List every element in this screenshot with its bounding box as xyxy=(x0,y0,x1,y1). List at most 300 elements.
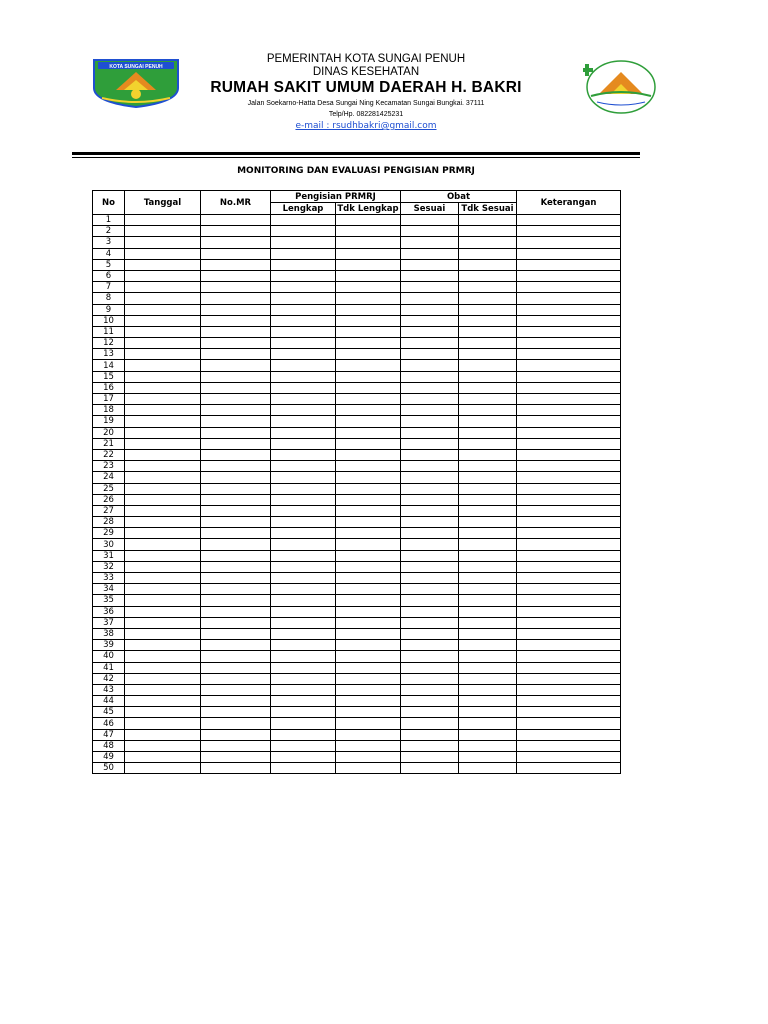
tanggal-cell[interactable] xyxy=(125,315,201,326)
lengkap-cell[interactable] xyxy=(271,662,336,673)
tdk-lengkap-cell[interactable] xyxy=(336,673,401,684)
tanggal-cell[interactable] xyxy=(125,628,201,639)
tdk-sesuai-cell[interactable] xyxy=(459,293,517,304)
lengkap-cell[interactable] xyxy=(271,550,336,561)
tanggal-cell[interactable] xyxy=(125,517,201,528)
sesuai-cell[interactable] xyxy=(401,315,459,326)
tanggal-cell[interactable] xyxy=(125,461,201,472)
no-mr-cell[interactable] xyxy=(201,259,271,270)
keterangan-cell[interactable] xyxy=(517,584,621,595)
tdk-lengkap-cell[interactable] xyxy=(336,550,401,561)
tanggal-cell[interactable] xyxy=(125,528,201,539)
no-mr-cell[interactable] xyxy=(201,673,271,684)
lengkap-cell[interactable] xyxy=(271,651,336,662)
lengkap-cell[interactable] xyxy=(271,438,336,449)
no-mr-cell[interactable] xyxy=(201,494,271,505)
no-mr-cell[interactable] xyxy=(201,270,271,281)
tanggal-cell[interactable] xyxy=(125,394,201,405)
sesuai-cell[interactable] xyxy=(401,259,459,270)
lengkap-cell[interactable] xyxy=(271,315,336,326)
tdk-lengkap-cell[interactable] xyxy=(336,304,401,315)
keterangan-cell[interactable] xyxy=(517,640,621,651)
tdk-lengkap-cell[interactable] xyxy=(336,449,401,460)
sesuai-cell[interactable] xyxy=(401,338,459,349)
tdk-lengkap-cell[interactable] xyxy=(336,729,401,740)
no-mr-cell[interactable] xyxy=(201,405,271,416)
tdk-sesuai-cell[interactable] xyxy=(459,438,517,449)
tdk-sesuai-cell[interactable] xyxy=(459,315,517,326)
tanggal-cell[interactable] xyxy=(125,494,201,505)
sesuai-cell[interactable] xyxy=(401,729,459,740)
sesuai-cell[interactable] xyxy=(401,707,459,718)
tanggal-cell[interactable] xyxy=(125,483,201,494)
lengkap-cell[interactable] xyxy=(271,405,336,416)
tanggal-cell[interactable] xyxy=(125,673,201,684)
tdk-lengkap-cell[interactable] xyxy=(336,640,401,651)
tanggal-cell[interactable] xyxy=(125,595,201,606)
sesuai-cell[interactable] xyxy=(401,282,459,293)
keterangan-cell[interactable] xyxy=(517,394,621,405)
sesuai-cell[interactable] xyxy=(401,349,459,360)
no-mr-cell[interactable] xyxy=(201,707,271,718)
lengkap-cell[interactable] xyxy=(271,494,336,505)
keterangan-cell[interactable] xyxy=(517,763,621,774)
tdk-lengkap-cell[interactable] xyxy=(336,259,401,270)
tdk-sesuai-cell[interactable] xyxy=(459,282,517,293)
keterangan-cell[interactable] xyxy=(517,416,621,427)
keterangan-cell[interactable] xyxy=(517,651,621,662)
keterangan-cell[interactable] xyxy=(517,617,621,628)
tdk-sesuai-cell[interactable] xyxy=(459,494,517,505)
lengkap-cell[interactable] xyxy=(271,561,336,572)
no-mr-cell[interactable] xyxy=(201,248,271,259)
lengkap-cell[interactable] xyxy=(271,517,336,528)
tdk-sesuai-cell[interactable] xyxy=(459,684,517,695)
keterangan-cell[interactable] xyxy=(517,315,621,326)
no-mr-cell[interactable] xyxy=(201,595,271,606)
tdk-lengkap-cell[interactable] xyxy=(336,763,401,774)
tdk-sesuai-cell[interactable] xyxy=(459,505,517,516)
keterangan-cell[interactable] xyxy=(517,405,621,416)
tdk-lengkap-cell[interactable] xyxy=(336,472,401,483)
tdk-lengkap-cell[interactable] xyxy=(336,573,401,584)
tdk-lengkap-cell[interactable] xyxy=(336,617,401,628)
lengkap-cell[interactable] xyxy=(271,215,336,226)
sesuai-cell[interactable] xyxy=(401,405,459,416)
tdk-lengkap-cell[interactable] xyxy=(336,707,401,718)
tanggal-cell[interactable] xyxy=(125,763,201,774)
tdk-sesuai-cell[interactable] xyxy=(459,394,517,405)
tanggal-cell[interactable] xyxy=(125,259,201,270)
lengkap-cell[interactable] xyxy=(271,349,336,360)
tdk-lengkap-cell[interactable] xyxy=(336,215,401,226)
keterangan-cell[interactable] xyxy=(517,662,621,673)
keterangan-cell[interactable] xyxy=(517,449,621,460)
sesuai-cell[interactable] xyxy=(401,427,459,438)
tdk-sesuai-cell[interactable] xyxy=(459,382,517,393)
tanggal-cell[interactable] xyxy=(125,215,201,226)
lengkap-cell[interactable] xyxy=(271,360,336,371)
sesuai-cell[interactable] xyxy=(401,595,459,606)
no-mr-cell[interactable] xyxy=(201,539,271,550)
keterangan-cell[interactable] xyxy=(517,382,621,393)
sesuai-cell[interactable] xyxy=(401,539,459,550)
sesuai-cell[interactable] xyxy=(401,449,459,460)
lengkap-cell[interactable] xyxy=(271,237,336,248)
lengkap-cell[interactable] xyxy=(271,382,336,393)
lengkap-cell[interactable] xyxy=(271,729,336,740)
keterangan-cell[interactable] xyxy=(517,539,621,550)
keterangan-cell[interactable] xyxy=(517,729,621,740)
sesuai-cell[interactable] xyxy=(401,461,459,472)
tdk-sesuai-cell[interactable] xyxy=(459,483,517,494)
keterangan-cell[interactable] xyxy=(517,270,621,281)
tanggal-cell[interactable] xyxy=(125,371,201,382)
no-mr-cell[interactable] xyxy=(201,293,271,304)
no-mr-cell[interactable] xyxy=(201,752,271,763)
keterangan-cell[interactable] xyxy=(517,338,621,349)
lengkap-cell[interactable] xyxy=(271,718,336,729)
no-mr-cell[interactable] xyxy=(201,449,271,460)
keterangan-cell[interactable] xyxy=(517,215,621,226)
lengkap-cell[interactable] xyxy=(271,394,336,405)
sesuai-cell[interactable] xyxy=(401,584,459,595)
keterangan-cell[interactable] xyxy=(517,718,621,729)
tanggal-cell[interactable] xyxy=(125,382,201,393)
tdk-lengkap-cell[interactable] xyxy=(336,315,401,326)
keterangan-cell[interactable] xyxy=(517,226,621,237)
tdk-lengkap-cell[interactable] xyxy=(336,651,401,662)
tanggal-cell[interactable] xyxy=(125,696,201,707)
no-mr-cell[interactable] xyxy=(201,416,271,427)
sesuai-cell[interactable] xyxy=(401,628,459,639)
sesuai-cell[interactable] xyxy=(401,494,459,505)
keterangan-cell[interactable] xyxy=(517,696,621,707)
tdk-sesuai-cell[interactable] xyxy=(459,584,517,595)
lengkap-cell[interactable] xyxy=(271,584,336,595)
lengkap-cell[interactable] xyxy=(271,226,336,237)
no-mr-cell[interactable] xyxy=(201,427,271,438)
lengkap-cell[interactable] xyxy=(271,673,336,684)
lengkap-cell[interactable] xyxy=(271,259,336,270)
tdk-lengkap-cell[interactable] xyxy=(336,628,401,639)
tdk-sesuai-cell[interactable] xyxy=(459,640,517,651)
lengkap-cell[interactable] xyxy=(271,282,336,293)
keterangan-cell[interactable] xyxy=(517,371,621,382)
tdk-lengkap-cell[interactable] xyxy=(336,517,401,528)
no-mr-cell[interactable] xyxy=(201,438,271,449)
no-mr-cell[interactable] xyxy=(201,226,271,237)
tdk-sesuai-cell[interactable] xyxy=(459,517,517,528)
no-mr-cell[interactable] xyxy=(201,282,271,293)
lengkap-cell[interactable] xyxy=(271,449,336,460)
tanggal-cell[interactable] xyxy=(125,438,201,449)
keterangan-cell[interactable] xyxy=(517,483,621,494)
no-mr-cell[interactable] xyxy=(201,472,271,483)
no-mr-cell[interactable] xyxy=(201,606,271,617)
tdk-sesuai-cell[interactable] xyxy=(459,696,517,707)
sesuai-cell[interactable] xyxy=(401,483,459,494)
tdk-lengkap-cell[interactable] xyxy=(336,740,401,751)
keterangan-cell[interactable] xyxy=(517,237,621,248)
lengkap-cell[interactable] xyxy=(271,740,336,751)
lengkap-cell[interactable] xyxy=(271,640,336,651)
no-mr-cell[interactable] xyxy=(201,326,271,337)
tanggal-cell[interactable] xyxy=(125,651,201,662)
tdk-lengkap-cell[interactable] xyxy=(336,561,401,572)
tdk-sesuai-cell[interactable] xyxy=(459,360,517,371)
tanggal-cell[interactable] xyxy=(125,752,201,763)
lengkap-cell[interactable] xyxy=(271,763,336,774)
tdk-lengkap-cell[interactable] xyxy=(336,326,401,337)
keterangan-cell[interactable] xyxy=(517,561,621,572)
keterangan-cell[interactable] xyxy=(517,360,621,371)
tdk-sesuai-cell[interactable] xyxy=(459,248,517,259)
tanggal-cell[interactable] xyxy=(125,505,201,516)
tanggal-cell[interactable] xyxy=(125,427,201,438)
tanggal-cell[interactable] xyxy=(125,293,201,304)
lengkap-cell[interactable] xyxy=(271,270,336,281)
tanggal-cell[interactable] xyxy=(125,338,201,349)
no-mr-cell[interactable] xyxy=(201,740,271,751)
tanggal-cell[interactable] xyxy=(125,405,201,416)
keterangan-cell[interactable] xyxy=(517,282,621,293)
no-mr-cell[interactable] xyxy=(201,628,271,639)
tdk-sesuai-cell[interactable] xyxy=(459,461,517,472)
tdk-sesuai-cell[interactable] xyxy=(459,662,517,673)
tanggal-cell[interactable] xyxy=(125,573,201,584)
tanggal-cell[interactable] xyxy=(125,561,201,572)
lengkap-cell[interactable] xyxy=(271,416,336,427)
no-mr-cell[interactable] xyxy=(201,763,271,774)
tdk-sesuai-cell[interactable] xyxy=(459,628,517,639)
keterangan-cell[interactable] xyxy=(517,505,621,516)
tdk-lengkap-cell[interactable] xyxy=(336,752,401,763)
no-mr-cell[interactable] xyxy=(201,640,271,651)
lengkap-cell[interactable] xyxy=(271,505,336,516)
tdk-sesuai-cell[interactable] xyxy=(459,595,517,606)
sesuai-cell[interactable] xyxy=(401,360,459,371)
tdk-sesuai-cell[interactable] xyxy=(459,606,517,617)
lengkap-cell[interactable] xyxy=(271,248,336,259)
keterangan-cell[interactable] xyxy=(517,259,621,270)
keterangan-cell[interactable] xyxy=(517,673,621,684)
no-mr-cell[interactable] xyxy=(201,315,271,326)
keterangan-cell[interactable] xyxy=(517,304,621,315)
lengkap-cell[interactable] xyxy=(271,707,336,718)
lengkap-cell[interactable] xyxy=(271,371,336,382)
tdk-lengkap-cell[interactable] xyxy=(336,427,401,438)
keterangan-cell[interactable] xyxy=(517,349,621,360)
tdk-sesuai-cell[interactable] xyxy=(459,573,517,584)
tdk-lengkap-cell[interactable] xyxy=(336,270,401,281)
sesuai-cell[interactable] xyxy=(401,763,459,774)
sesuai-cell[interactable] xyxy=(401,371,459,382)
keterangan-cell[interactable] xyxy=(517,628,621,639)
tdk-sesuai-cell[interactable] xyxy=(459,226,517,237)
tanggal-cell[interactable] xyxy=(125,449,201,460)
tdk-lengkap-cell[interactable] xyxy=(336,349,401,360)
no-mr-cell[interactable] xyxy=(201,550,271,561)
no-mr-cell[interactable] xyxy=(201,237,271,248)
sesuai-cell[interactable] xyxy=(401,382,459,393)
no-mr-cell[interactable] xyxy=(201,561,271,572)
keterangan-cell[interactable] xyxy=(517,752,621,763)
lengkap-cell[interactable] xyxy=(271,628,336,639)
tdk-lengkap-cell[interactable] xyxy=(336,696,401,707)
no-mr-cell[interactable] xyxy=(201,662,271,673)
tdk-lengkap-cell[interactable] xyxy=(336,338,401,349)
lengkap-cell[interactable] xyxy=(271,338,336,349)
sesuai-cell[interactable] xyxy=(401,651,459,662)
tanggal-cell[interactable] xyxy=(125,270,201,281)
sesuai-cell[interactable] xyxy=(401,517,459,528)
no-mr-cell[interactable] xyxy=(201,718,271,729)
keterangan-cell[interactable] xyxy=(517,595,621,606)
keterangan-cell[interactable] xyxy=(517,293,621,304)
tanggal-cell[interactable] xyxy=(125,550,201,561)
lengkap-cell[interactable] xyxy=(271,573,336,584)
tdk-lengkap-cell[interactable] xyxy=(336,684,401,695)
sesuai-cell[interactable] xyxy=(401,237,459,248)
no-mr-cell[interactable] xyxy=(201,338,271,349)
tdk-lengkap-cell[interactable] xyxy=(336,282,401,293)
sesuai-cell[interactable] xyxy=(401,528,459,539)
hospital-email-link[interactable]: e-mail : rsudhbakri@gmail.com xyxy=(295,121,437,131)
sesuai-cell[interactable] xyxy=(401,293,459,304)
tdk-sesuai-cell[interactable] xyxy=(459,763,517,774)
tdk-sesuai-cell[interactable] xyxy=(459,270,517,281)
tdk-sesuai-cell[interactable] xyxy=(459,539,517,550)
tdk-sesuai-cell[interactable] xyxy=(459,449,517,460)
tanggal-cell[interactable] xyxy=(125,226,201,237)
sesuai-cell[interactable] xyxy=(401,270,459,281)
tdk-lengkap-cell[interactable] xyxy=(336,416,401,427)
sesuai-cell[interactable] xyxy=(401,684,459,695)
tdk-lengkap-cell[interactable] xyxy=(336,505,401,516)
sesuai-cell[interactable] xyxy=(401,617,459,628)
tdk-sesuai-cell[interactable] xyxy=(459,550,517,561)
tdk-lengkap-cell[interactable] xyxy=(336,539,401,550)
no-mr-cell[interactable] xyxy=(201,394,271,405)
tanggal-cell[interactable] xyxy=(125,718,201,729)
tdk-sesuai-cell[interactable] xyxy=(459,405,517,416)
tdk-lengkap-cell[interactable] xyxy=(336,237,401,248)
tdk-sesuai-cell[interactable] xyxy=(459,237,517,248)
sesuai-cell[interactable] xyxy=(401,606,459,617)
tdk-sesuai-cell[interactable] xyxy=(459,349,517,360)
keterangan-cell[interactable] xyxy=(517,427,621,438)
tanggal-cell[interactable] xyxy=(125,416,201,427)
tdk-sesuai-cell[interactable] xyxy=(459,651,517,662)
tdk-lengkap-cell[interactable] xyxy=(336,293,401,304)
tdk-sesuai-cell[interactable] xyxy=(459,718,517,729)
no-mr-cell[interactable] xyxy=(201,382,271,393)
tanggal-cell[interactable] xyxy=(125,349,201,360)
keterangan-cell[interactable] xyxy=(517,740,621,751)
lengkap-cell[interactable] xyxy=(271,326,336,337)
lengkap-cell[interactable] xyxy=(271,472,336,483)
sesuai-cell[interactable] xyxy=(401,394,459,405)
tdk-sesuai-cell[interactable] xyxy=(459,338,517,349)
tdk-sesuai-cell[interactable] xyxy=(459,427,517,438)
sesuai-cell[interactable] xyxy=(401,752,459,763)
keterangan-cell[interactable] xyxy=(517,528,621,539)
lengkap-cell[interactable] xyxy=(271,427,336,438)
keterangan-cell[interactable] xyxy=(517,573,621,584)
tdk-lengkap-cell[interactable] xyxy=(336,606,401,617)
tdk-lengkap-cell[interactable] xyxy=(336,662,401,673)
lengkap-cell[interactable] xyxy=(271,539,336,550)
sesuai-cell[interactable] xyxy=(401,304,459,315)
keterangan-cell[interactable] xyxy=(517,494,621,505)
sesuai-cell[interactable] xyxy=(401,416,459,427)
tdk-sesuai-cell[interactable] xyxy=(459,215,517,226)
tanggal-cell[interactable] xyxy=(125,684,201,695)
no-mr-cell[interactable] xyxy=(201,215,271,226)
sesuai-cell[interactable] xyxy=(401,561,459,572)
lengkap-cell[interactable] xyxy=(271,528,336,539)
sesuai-cell[interactable] xyxy=(401,438,459,449)
tdk-sesuai-cell[interactable] xyxy=(459,673,517,684)
tdk-lengkap-cell[interactable] xyxy=(336,461,401,472)
tdk-sesuai-cell[interactable] xyxy=(459,617,517,628)
tdk-sesuai-cell[interactable] xyxy=(459,259,517,270)
tanggal-cell[interactable] xyxy=(125,707,201,718)
no-mr-cell[interactable] xyxy=(201,371,271,382)
tanggal-cell[interactable] xyxy=(125,640,201,651)
no-mr-cell[interactable] xyxy=(201,483,271,494)
keterangan-cell[interactable] xyxy=(517,684,621,695)
no-mr-cell[interactable] xyxy=(201,517,271,528)
tdk-lengkap-cell[interactable] xyxy=(336,584,401,595)
tanggal-cell[interactable] xyxy=(125,472,201,483)
no-mr-cell[interactable] xyxy=(201,461,271,472)
sesuai-cell[interactable] xyxy=(401,673,459,684)
lengkap-cell[interactable] xyxy=(271,684,336,695)
sesuai-cell[interactable] xyxy=(401,640,459,651)
sesuai-cell[interactable] xyxy=(401,226,459,237)
tdk-lengkap-cell[interactable] xyxy=(336,438,401,449)
tdk-sesuai-cell[interactable] xyxy=(459,472,517,483)
lengkap-cell[interactable] xyxy=(271,483,336,494)
sesuai-cell[interactable] xyxy=(401,248,459,259)
no-mr-cell[interactable] xyxy=(201,729,271,740)
tdk-sesuai-cell[interactable] xyxy=(459,740,517,751)
tdk-lengkap-cell[interactable] xyxy=(336,494,401,505)
lengkap-cell[interactable] xyxy=(271,595,336,606)
no-mr-cell[interactable] xyxy=(201,528,271,539)
keterangan-cell[interactable] xyxy=(517,517,621,528)
tdk-lengkap-cell[interactable] xyxy=(336,382,401,393)
sesuai-cell[interactable] xyxy=(401,740,459,751)
lengkap-cell[interactable] xyxy=(271,752,336,763)
tdk-sesuai-cell[interactable] xyxy=(459,561,517,572)
tdk-lengkap-cell[interactable] xyxy=(336,360,401,371)
lengkap-cell[interactable] xyxy=(271,606,336,617)
lengkap-cell[interactable] xyxy=(271,696,336,707)
tanggal-cell[interactable] xyxy=(125,304,201,315)
tanggal-cell[interactable] xyxy=(125,584,201,595)
tdk-sesuai-cell[interactable] xyxy=(459,416,517,427)
lengkap-cell[interactable] xyxy=(271,461,336,472)
keterangan-cell[interactable] xyxy=(517,707,621,718)
keterangan-cell[interactable] xyxy=(517,248,621,259)
no-mr-cell[interactable] xyxy=(201,684,271,695)
no-mr-cell[interactable] xyxy=(201,696,271,707)
no-mr-cell[interactable] xyxy=(201,304,271,315)
tanggal-cell[interactable] xyxy=(125,662,201,673)
